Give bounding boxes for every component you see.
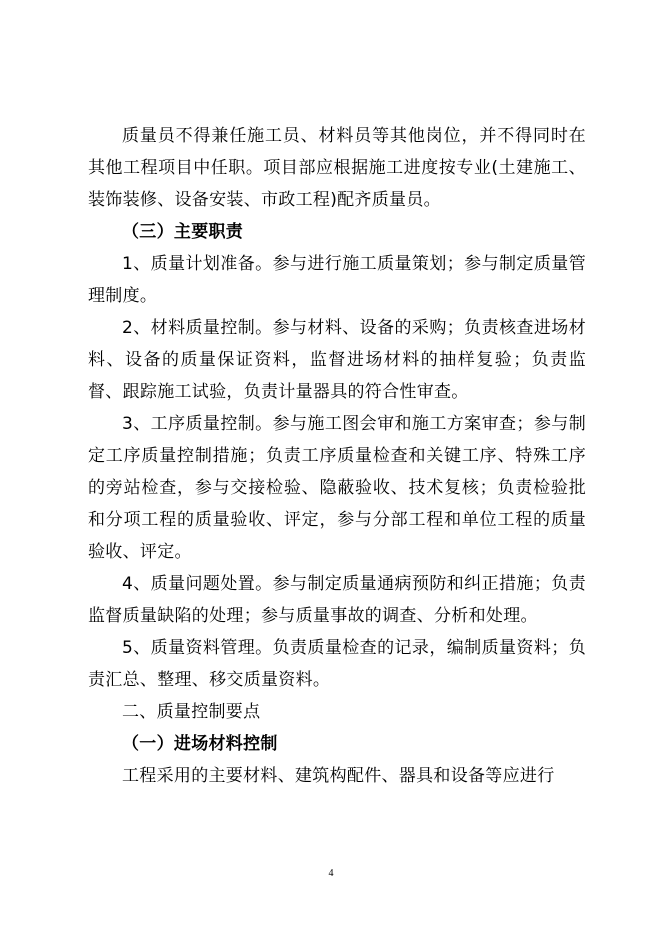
paragraph-quality-staff-rules: 质量员不得兼任施工员、材料员等其他岗位，并不得同时在其他工程项目中任职。项目部应根据施工进度按专业(土建施工、装饰装修、设备安装、市政工程)配齐质量员。 <box>88 126 586 210</box>
paragraph-duty-process-control: 3、工序质量控制。参与施工图会审和施工方案审查；参与制定工序质量控制措施；负责工序质量检查和关键工序、特殊工序的旁站检查，参与交接检验、隐蔽验收、技术复核；负责检验批和分项工程的质量验收、评定，参与分部工程和单位工程的质量验收、评定。 <box>88 414 586 562</box>
document-body <box>88 120 586 792</box>
paragraph-duty-quality-plan: 1、质量计划准备。参与进行施工质量策划；参与制定质量管理制度。 <box>88 254 586 306</box>
paragraph-duty-material-control: 2、材料质量控制。参与材料、设备的采购；负责核查进场材料、设备的质量保证资料，监督进场材料的抽样复验；负责监督、跟踪施工试验，负责计量器具的符合性审查。 <box>88 318 586 402</box>
paragraph-duty-records-management: 5、质量资料管理。负责质量检查的记录，编制质量资料；负责汇总、整理、移交质量资料。 <box>88 638 586 690</box>
paragraph-duty-problem-handling: 4、质量问题处置。参与制定质量通病预防和纠正措施；负责监督质量缺陷的处理；参与质量事故的调查、分析和处理。 <box>88 574 586 626</box>
page-number: 4 <box>328 868 334 879</box>
section-heading-control-points: 二、质量控制要点 <box>122 702 261 722</box>
section-heading-main-duties: （三）主要职责 <box>122 222 244 242</box>
subsection-heading-incoming-materials: （一）进场材料控制 <box>122 734 278 754</box>
paragraph-incoming-materials: 工程采用的主要材料、建筑构配件、器具和设备等应进行 <box>122 766 555 786</box>
